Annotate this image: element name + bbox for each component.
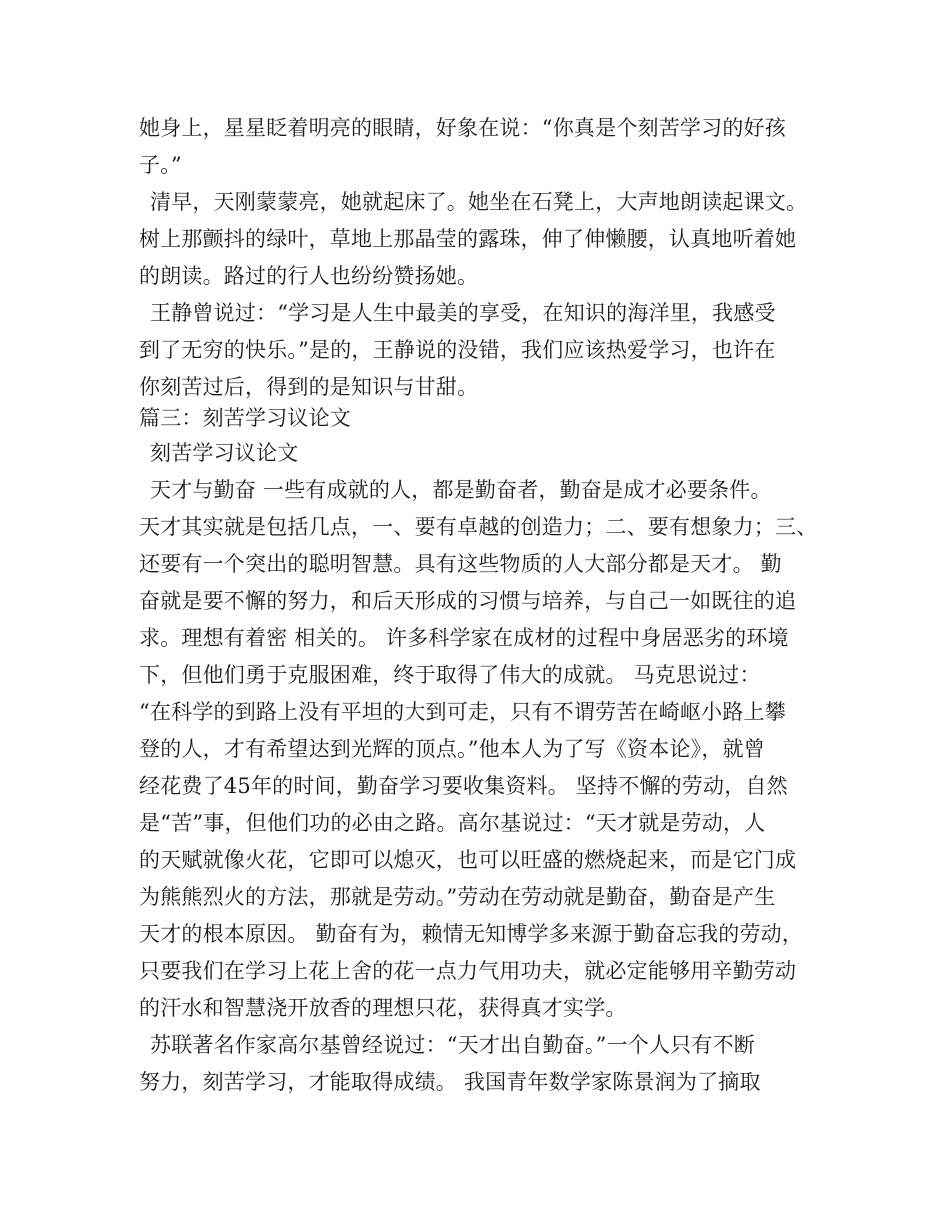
text-line: 到了无穷的快乐。”是的，王静说的没错，我们应该热爱学习，也许在: [139, 338, 776, 362]
text-line: 的朗读。路过的行人也纷纷赞扬她。: [139, 264, 479, 288]
text-line: 经花费了45年的时间，勤奋学习要收集资料。 坚持不懈的劳动，自然: [139, 774, 788, 798]
text-line: 为熊熊烈火的方法，那就是劳动。”劳动在劳动就是勤奋，勤奋是产生: [139, 885, 776, 909]
text-line: 努力，刻苦学习，才能取得成绩。 我国青年数学家陈景润为了摘取: [139, 1070, 761, 1094]
text-line: 苏联著名作家高尔基曾经说过：“天才出自勤奋。”一个人只有不断: [150, 1033, 755, 1057]
text-line: 登的人，才有希望达到光辉的顶点。”他本人为了写《资本论》，就曾: [139, 737, 765, 761]
text-line: 还要有一个突出的聪明智慧。具有这些物质的人大部分都是天才。 勤: [139, 552, 782, 576]
text-line: 子。”: [139, 153, 182, 177]
text-line: 下，但他们勇于克服困难，终于取得了伟大的成就。 马克思说过：: [139, 663, 761, 687]
text-line: 她身上，星星眨着明亮的眼睛，好象在说：“你真是个刻苦学习的好孩: [139, 116, 786, 140]
section-heading: 篇三：刻苦学习议论文: [139, 406, 351, 430]
section-subheading: 刻苦学习议论文: [150, 441, 299, 465]
text-line: “在科学的到路上没有平坦的大到可走，只有不谓劳苦在崎岖小路上攀: [139, 700, 786, 724]
text-line: 天才与勤奋 一些有成就的人，都是勤奋者，勤奋是成才必要条件。: [150, 478, 772, 502]
text-line: 奋就是要不懈的努力，和后天形成的习惯与培养，与自己一如既往的追: [139, 589, 797, 613]
text-line: 树上那颤抖的绿叶，草地上那晶莹的露珠，伸了伸懒腰，认真地听着她: [139, 227, 797, 251]
text-line: 的天赋就像火花，它即可以熄灭，也可以旺盛的燃烧起来，而是它门成: [139, 848, 797, 872]
text-line: 的汗水和智慧浇开放香的理想只花，获得真才实学。: [139, 996, 627, 1020]
text-line: 是“苦”事，但他们功的必由之路。高尔基说过：“天才就是劳动，人: [139, 811, 766, 835]
text-line: 王静曾说过：“学习是人生中最美的享受，在知识的海洋里，我感受: [150, 301, 776, 325]
text-line: 天才其实就是包括几点，一、要有卓越的创造力；二、要有想象力；三、: [139, 515, 818, 539]
text-line: 天才的根本原因。 勤奋有为，赖情无知博学多来源于勤奋忘我的劳动，: [139, 922, 804, 946]
text-line: 只要我们在学习上花上舍的花一点力气用功夫，就必定能够用辛勤劳动: [139, 959, 797, 983]
text-line: 你刻苦过后，得到的是知识与甘甜。: [139, 375, 479, 399]
text-line: 求。理想有着密 相关的。 许多科学家在成材的过程中身居恶劣的环境: [139, 626, 789, 650]
text-line: 清早，天刚蒙蒙亮，她就起床了。她坐在石凳上，大声地朗读起课文。: [150, 190, 808, 214]
